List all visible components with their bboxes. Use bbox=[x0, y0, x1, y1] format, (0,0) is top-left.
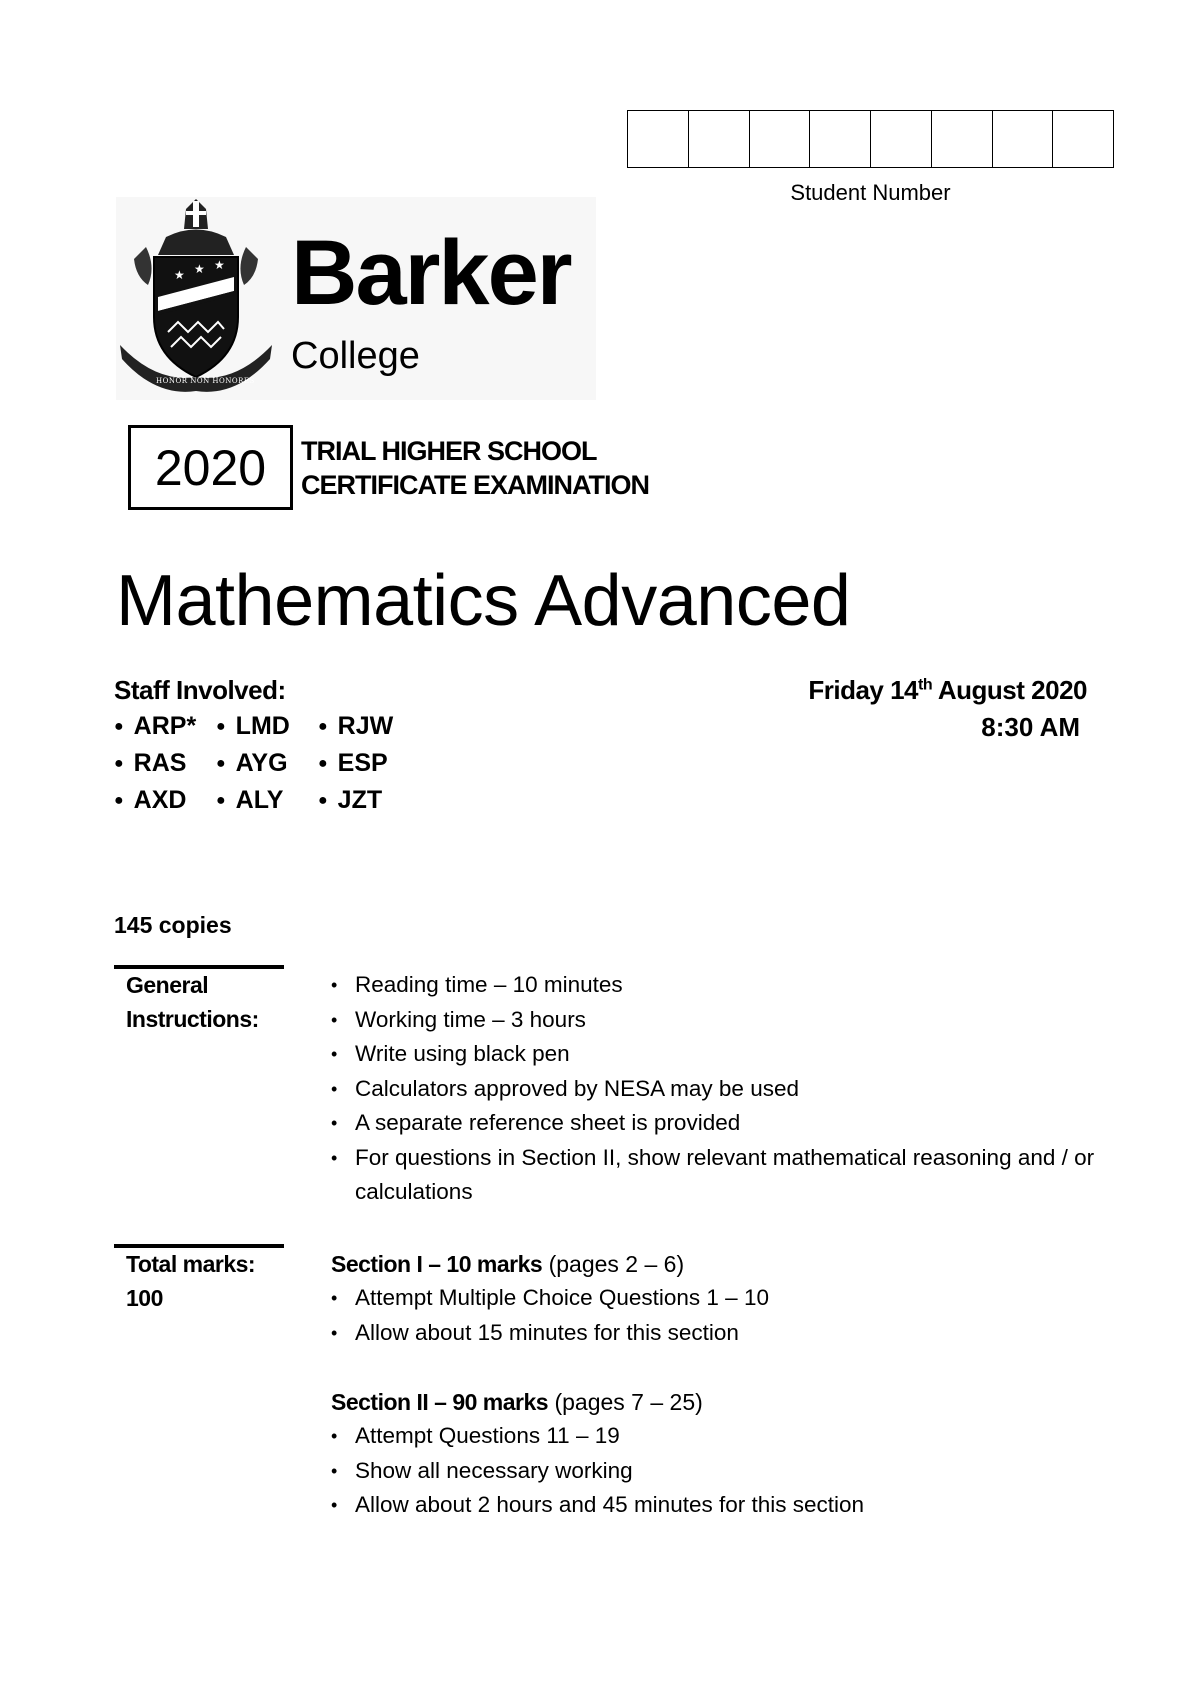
list-item: • Working time – 3 hours bbox=[331, 1003, 1111, 1038]
list-item: • Attempt Multiple Choice Questions 1 – 10 bbox=[331, 1281, 1111, 1316]
student-number-boxes[interactable] bbox=[627, 110, 1114, 168]
list-item: • A separate reference sheet is provided bbox=[331, 1106, 1111, 1141]
general-instructions-list bbox=[331, 968, 1111, 1210]
list-item: • Write using black pen bbox=[331, 1037, 1111, 1072]
staff-member: ● LMD bbox=[216, 712, 318, 741]
general-instructions-label: General Instructions: bbox=[126, 972, 259, 1032]
svg-text:★: ★ bbox=[194, 262, 205, 276]
student-number-box[interactable] bbox=[688, 110, 749, 168]
brand-name: Barker bbox=[291, 222, 571, 324]
list-item: • Reading time – 10 minutes bbox=[331, 968, 1111, 1003]
staff-member: ● RAS bbox=[114, 749, 216, 778]
brand-subtitle: College bbox=[291, 335, 420, 377]
staff-member: ● AYG bbox=[216, 749, 318, 778]
list-item: • Attempt Questions 11 – 19 bbox=[331, 1419, 1111, 1454]
student-number-box[interactable] bbox=[1052, 110, 1114, 168]
total-marks-value: 100 bbox=[126, 1285, 163, 1311]
section-2-heading: Section II – 90 marks (pages 7 – 25) bbox=[331, 1389, 703, 1415]
crest-icon bbox=[116, 197, 276, 400]
student-number-box[interactable] bbox=[931, 110, 992, 168]
exam-year-box: 2020 bbox=[128, 425, 293, 510]
student-number-box[interactable] bbox=[870, 110, 931, 168]
subject-title: Mathematics Advanced bbox=[116, 561, 851, 641]
staff-member: ● ARP* bbox=[114, 712, 216, 741]
staff-heading: Staff Involved: bbox=[114, 675, 286, 705]
staff-member: ● ESP bbox=[318, 749, 420, 778]
section-1-heading: Section I – 10 marks (pages 2 – 6) bbox=[331, 1251, 685, 1277]
list-item: • Calculators approved by NESA may be used bbox=[331, 1072, 1111, 1107]
exam-title-line2: CERTIFICATE EXAMINATION bbox=[301, 470, 649, 500]
section-1-list bbox=[331, 1281, 1111, 1350]
student-number-box[interactable] bbox=[749, 110, 810, 168]
list-item: • Allow about 2 hours and 45 minutes for this section bbox=[331, 1488, 1111, 1523]
exam-time: 8:30 AM bbox=[981, 712, 1080, 742]
list-item: • For questions in Section II, show relevant mathematical reasoning and / or calculations bbox=[331, 1141, 1111, 1210]
total-marks-label: Total marks: 100 bbox=[126, 1247, 255, 1315]
student-number-box[interactable] bbox=[627, 110, 688, 168]
staff-list bbox=[114, 712, 420, 815]
staff-member: ● AXD bbox=[114, 786, 216, 815]
exam-title-line1: TRIAL HIGHER SCHOOL bbox=[301, 436, 597, 466]
svg-text:★: ★ bbox=[174, 268, 185, 282]
student-number-label: Student Number bbox=[790, 180, 951, 205]
staff-member: ● RJW bbox=[318, 712, 420, 741]
staff-member: ● ALY bbox=[216, 786, 318, 815]
student-number-box[interactable] bbox=[992, 110, 1053, 168]
student-number-box[interactable] bbox=[809, 110, 870, 168]
exam-date: Friday 14th August 2020 bbox=[808, 675, 1087, 705]
section-2-list bbox=[331, 1419, 1111, 1523]
copies-count: 145 copies bbox=[114, 912, 232, 938]
svg-text:★: ★ bbox=[214, 258, 225, 272]
list-item: • Allow about 15 minutes for this section bbox=[331, 1316, 1111, 1351]
school-logo bbox=[116, 197, 596, 400]
svg-text:HONOR NON HONORES: HONOR NON HONORES bbox=[156, 377, 255, 385]
list-item: • Show all necessary working bbox=[331, 1454, 1111, 1489]
staff-member: ● JZT bbox=[318, 786, 420, 815]
